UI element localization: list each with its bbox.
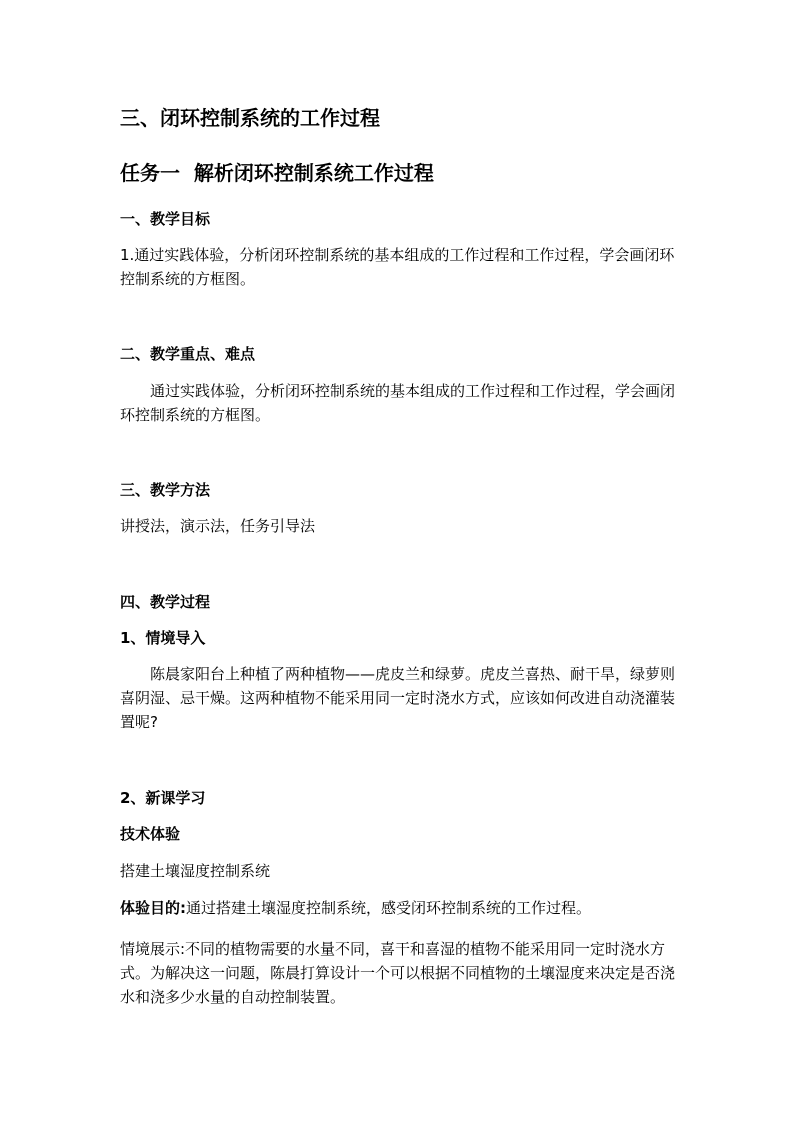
task-title: 任务一 解析闭环控制系统工作过程 (120, 161, 434, 185)
key-points-heading: 二、教学重点、难点 (120, 345, 256, 363)
objectives-text: 1.通过实践体验，分析闭环控制系统的基本组成的工作过程和工作过程，学会画闭环控制系统的方框图。 (120, 246, 675, 288)
objectives-heading: 一、教学目标 (120, 210, 211, 228)
purpose-line (120, 896, 676, 920)
key-points-text: 通过实践体验，分析闭环控制系统的基本组成的工作过程和工作过程，学会画闭环控制系统的方框图。 (120, 382, 676, 424)
build-system-text: 搭建土壤湿度控制系统 (120, 862, 271, 880)
intro-text: 陈晨家阳台上种植了两种植物——虎皮兰和绿萝。虎皮兰喜热、耐干旱，绿萝则喜阴湿、忌干燥。这两种植物不能采用同一定时浇水方式，应该如何改进自动浇灌装置呢? (120, 665, 676, 731)
purpose-text: 通过搭建土壤湿度控制系统，感受闭环控制系统的工作过程。 (186, 899, 592, 917)
purpose-label: 体验目的: (120, 899, 186, 917)
process-heading: 四、教学过程 (120, 593, 211, 611)
situation-text: 情境展示:不同的植物需要的水量不同，喜干和喜湿的植物不能采用同一定时浇水方式。为解决这一问题，陈晨打算设计一个可以根据不同植物的土壤湿度来决定是否浇水和浇多少水量的自动控制装置。 (120, 940, 676, 1006)
intro-heading: 1、情境导入 (120, 629, 206, 647)
methods-heading: 三、教学方法 (120, 481, 211, 499)
section-title: 三、闭环控制系统的工作过程 (120, 106, 380, 130)
new-lesson-heading: 2、新课学习 (120, 789, 206, 807)
methods-text: 讲授法，演示法，任务引导法 (120, 517, 316, 535)
tech-experience-heading: 技术体验 (120, 825, 181, 843)
